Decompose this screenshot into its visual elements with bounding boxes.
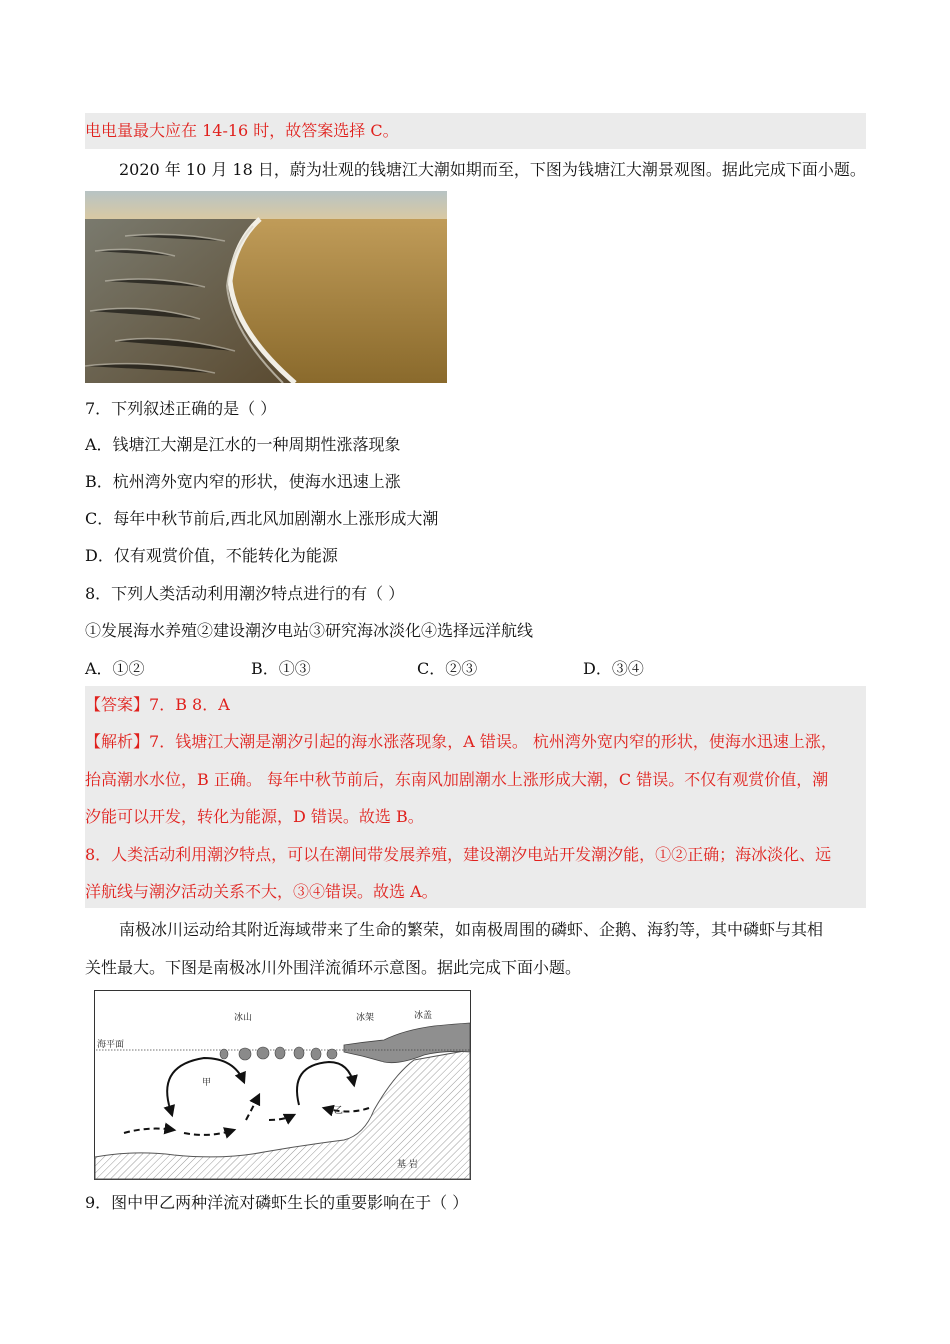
analysis-label: 【解析】 — [85, 732, 150, 751]
label-ice-shelf: 冰架 — [356, 1013, 375, 1023]
q7-option-c: C．每年中秋节前后,西北风加剧潮水上涨形成大潮 — [85, 509, 439, 528]
tidal-bore-image — [85, 191, 447, 383]
q8-option-d: D．③④ — [583, 659, 644, 678]
label-iceberg: 冰山 — [234, 1013, 253, 1023]
label-bedrock: 基 岩 — [397, 1160, 418, 1170]
analysis-line-4: 8．人类活动利用潮汐特点，可以在潮间带发展养殖，建设潮汐电站开发潮汐能，①②正确；海冰淡化、远 — [85, 845, 832, 864]
analysis-line-2: 抬高潮水水位，B 正确。 每年中秋节前后，东南风加剧潮水上涨形成大潮，C 错误。不仅有观赏价值，潮 — [85, 770, 829, 789]
analysis-line-5: 洋航线与潮汐活动关系不大，③④错误。故选 A。 — [85, 882, 438, 901]
analysis-line-3: 汐能可以开发，转化为能源，D 错误。故选 B。 — [85, 807, 424, 826]
answer-label: 【答案】 — [85, 695, 150, 714]
analysis-line-1 — [85, 732, 837, 752]
intro-paragraph-2-line-2: 关性最大。下图是南极冰川外围洋流循环示意图。据此完成下面小题。 — [85, 958, 582, 977]
q7-option-d: D．仅有观赏价值，不能转化为能源 — [85, 546, 338, 565]
label-current-yi: 乙 — [334, 1106, 344, 1116]
ocean-current-svg — [94, 990, 471, 1180]
analysis-text-1: 7．钱塘江大潮是潮汐引起的海水涨落现象，A 错误。 杭州湾外宽内窄的形状，使海水迅速上涨， — [149, 732, 837, 751]
label-ice-cap: 冰盖 — [414, 1011, 433, 1021]
q8-option-c: C．②③ — [417, 659, 478, 678]
q8-items: ①发展海水养殖②建设潮汐电站③研究海冰淡化④选择远洋航线 — [85, 621, 534, 640]
label-current-jia: 甲 — [202, 1078, 212, 1088]
answer-box — [85, 686, 866, 908]
answer-text: 7．B 8．A — [149, 695, 230, 714]
prev-answer-tail: 电电量最大应在 14-16 时，故答案选择 C。 — [85, 121, 399, 140]
q7-option-a: A．钱塘江大潮是江水的一种周期性涨落现象 — [85, 435, 401, 454]
q7-stem: 7．下列叙述正确的是（ ） — [85, 399, 277, 418]
intro-paragraph-1: 2020 年 10 月 18 日，蔚为壮观的钱塘江大潮如期而至，下图为钱塘江大潮景观图。据此完成下面小题。 — [119, 160, 866, 179]
answer-line — [85, 695, 230, 715]
q9-stem: 9．图中甲乙两种洋流对磷虾生长的重要影响在于（ ） — [85, 1193, 469, 1212]
q8-stem: 8．下列人类活动利用潮汐特点进行的有（ ） — [85, 584, 405, 603]
q7-option-b: B．杭州湾外宽内窄的形状，使海水迅速上涨 — [85, 472, 401, 491]
tidal-bore-photo — [85, 191, 447, 383]
intro-paragraph-2-line-1: 南极冰川运动给其附近海域带来了生命的繁荣，如南极周围的磷虾、企鹅、海豹等，其中磷虾与其相 — [119, 920, 824, 939]
q8-option-b: B．①③ — [251, 659, 311, 678]
q8-option-a: A．①② — [85, 659, 145, 678]
ocean-current-diagram — [94, 990, 471, 1180]
label-sea-level: 海平面 — [97, 1040, 125, 1050]
